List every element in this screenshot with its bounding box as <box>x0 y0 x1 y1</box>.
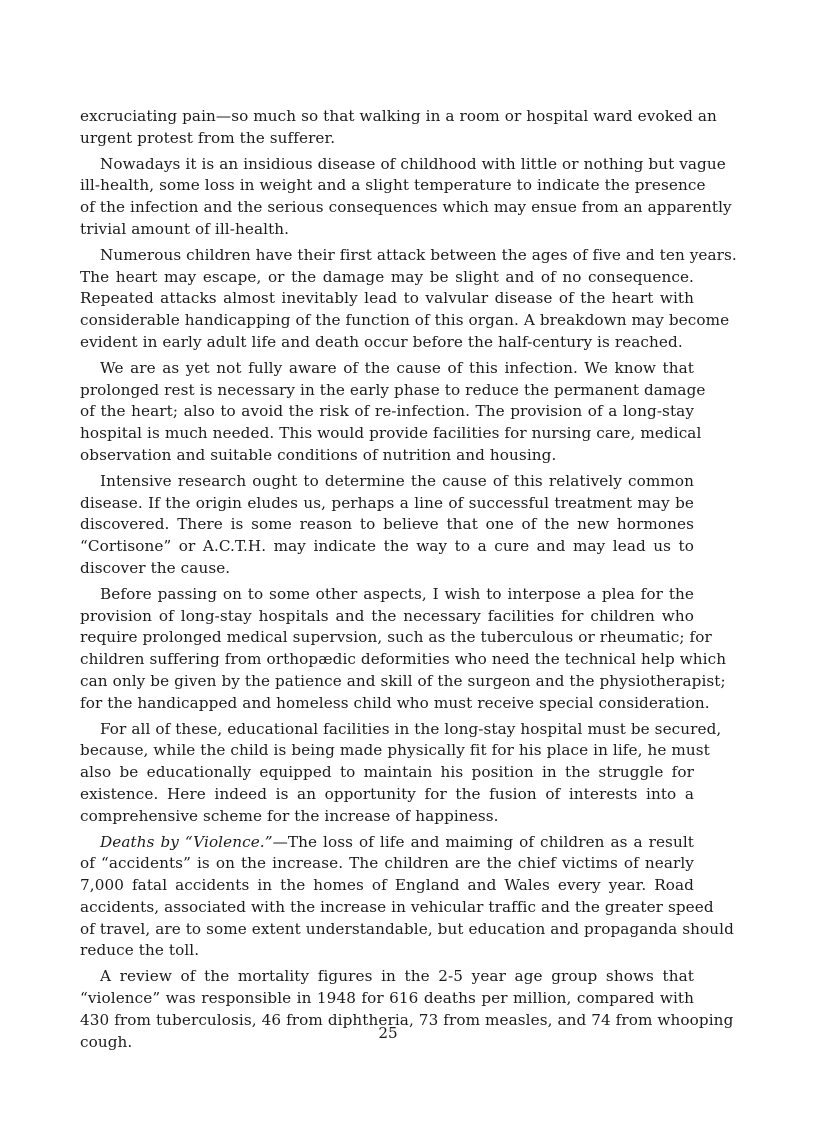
text-line: 7,000 fatal accidents in the homes of England and Wales every year. Road <box>80 876 694 895</box>
text-line: hospital is much needed. This would provide facilities for nursing care, medical <box>80 424 702 443</box>
page-number: 25 <box>378 1024 398 1042</box>
text-line: excruciating pain—so much so that walking in a room or hospital ward evoked an <box>80 107 717 125</box>
text-line: A review of the mortality figures in the 2-5 year age group shows that <box>100 967 694 986</box>
text-line: comprehensive scheme for the increase of happiness. <box>80 806 499 825</box>
text-line: of the infection and the serious consequences which may ensue from an apparently <box>80 198 732 217</box>
paragraph <box>80 358 706 467</box>
text-line: urgent protest from the sufferer. <box>80 128 336 147</box>
text-line: existence. Here indeed is an opportunity for the fusion of interests into a <box>80 784 694 803</box>
text-line: Intensive research ought to determine the cause of this relatively common <box>100 471 694 490</box>
section-heading: Deaths by “Violence.” <box>100 832 273 851</box>
text-line: of the heart; also to avoid the risk of re-infection. The provision of a long-stay <box>80 402 694 421</box>
text-line: cough. <box>80 1032 133 1051</box>
text-line: “violence” was responsible in 1948 for 616 deaths per million, compared with <box>80 989 694 1008</box>
text-line: ill-health, some loss in weight and a slight temperature to indicate the presence <box>80 176 706 195</box>
text-line: disease. If the origin eludes us, perhaps a line of successful treatment may be <box>80 493 694 512</box>
text-line: also be educationally equipped to maintain his position in the struggle for <box>80 763 694 782</box>
page-body <box>80 106 737 1057</box>
paragraph <box>80 719 722 828</box>
text-line: reduce the toll. <box>80 941 200 960</box>
text-line: trivial amount of ill-health. <box>80 219 290 238</box>
text-line: of “accidents” is on the increase. The children are the chief victims of nearly <box>80 854 694 873</box>
text-line: evident in early adult life and death occur before the half-century is reached. <box>80 332 683 351</box>
text-line: can only be given by the patience and skill of the surgeon and the physiotherapist; <box>80 671 726 690</box>
text-line: of travel, are to some extent understandable, but education and propaganda should <box>80 919 734 938</box>
text-line: accidents, associated with the increase in vehicular traffic and the greater speed <box>80 897 714 916</box>
paragraph <box>80 584 727 715</box>
paragraph <box>80 154 732 241</box>
text-line: prolonged rest is necessary in the early phase to reduce the permanent damage <box>80 380 706 399</box>
text-line: provision of long-stay hospitals and the necessary facilities for children who <box>80 606 694 625</box>
text-line <box>80 832 694 854</box>
text-line: For all of these, educational facilities in the long-stay hospital must be secured, <box>100 719 722 738</box>
paragraph <box>80 471 694 580</box>
text-line: We are as yet not fully aware of the cause of this infection. We know that <box>100 358 694 377</box>
text-line: require prolonged medical supervsion, such as the tuberculous or rheumatic; for <box>80 628 712 647</box>
text-line: considerable handicapping of the function of this organ. A breakdown may become <box>80 311 730 330</box>
text-line: observation and suitable conditions of nutrition and housing. <box>80 445 557 464</box>
text-line: The heart may escape, or the damage may be slight and of no consequence. <box>80 267 694 286</box>
paragraph <box>80 106 717 150</box>
text-line: Nowadays it is an insidious disease of childhood with little or nothing but vague <box>100 154 726 173</box>
text-line: Repeated attacks almost inevitably lead to valvular disease of the heart with <box>80 289 694 308</box>
text-line: discover the cause. <box>80 558 231 577</box>
text-line: 430 from tuberculosis, 46 from diphtheria, 73 from measles, and 74 from whooping <box>80 1010 734 1029</box>
text-run: —The loss of life and maiming of children as a result <box>272 832 694 851</box>
paragraph <box>80 245 737 354</box>
text-line: children suffering from orthopædic deformities who need the technical help which <box>80 650 727 669</box>
text-line: discovered. There is some reason to believe that one of the new hormones <box>80 515 694 534</box>
text-line: Before passing on to some other aspects, I wish to interpose a plea for the <box>100 584 694 603</box>
text-line: “Cortisone” or A.C.T.H. may indicate the way to a cure and may lead us to <box>80 537 694 556</box>
text-line: for the handicapped and homeless child who must receive special consideration. <box>80 693 710 712</box>
text-line: because, while the child is being made physically fit for his place in life, he must <box>80 741 710 760</box>
paragraph <box>80 832 734 963</box>
text-line: Numerous children have their first attack between the ages of five and ten years. <box>100 245 737 264</box>
